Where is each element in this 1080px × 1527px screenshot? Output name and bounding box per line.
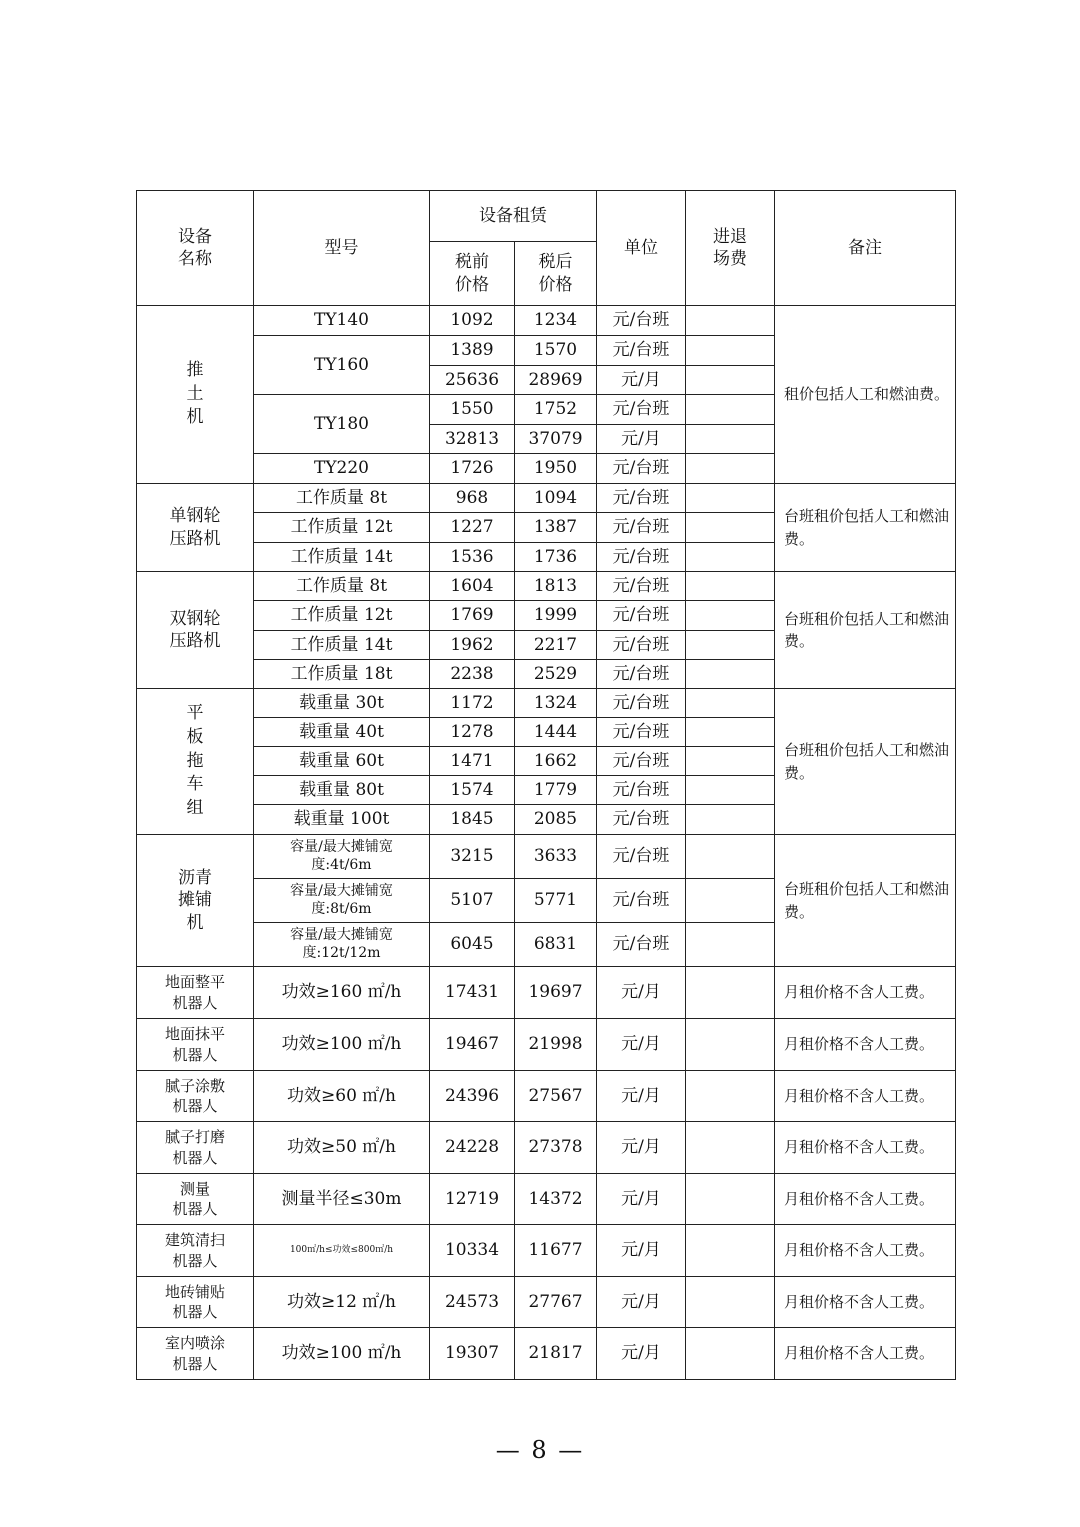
header-remark: 备注: [775, 191, 956, 306]
unit-cell: 元/台班: [597, 747, 686, 776]
post-tax-cell: 1444: [515, 718, 597, 747]
post-tax-cell: 27767: [515, 1277, 597, 1328]
remark-cell: 月租价格不含人工费。: [775, 1277, 956, 1328]
model-cell: 功效≥100 ㎡/h: [254, 1328, 430, 1380]
fee-cell: [686, 879, 775, 923]
table-row: [137, 1071, 956, 1122]
post-tax-cell: 1999: [515, 601, 597, 631]
fee-cell: [686, 336, 775, 366]
fee-cell: [686, 366, 775, 395]
pre-tax-cell: 25636: [430, 366, 515, 395]
model-cell: 测量半径≤30m: [254, 1174, 430, 1225]
model-cell: TY220: [254, 454, 430, 484]
header-pre-tax: 税前 价格: [430, 242, 515, 306]
model-cell: 载重量 40t: [254, 718, 430, 747]
fee-cell: [686, 1122, 775, 1174]
table-row: [137, 1225, 956, 1277]
pre-tax-cell: 24573: [430, 1277, 515, 1328]
model-cell: 功效≥60 ㎡/h: [254, 1071, 430, 1122]
pre-tax-cell: 19307: [430, 1328, 515, 1380]
pre-tax-cell: 1726: [430, 454, 515, 484]
remark-cell: 月租价格不含人工费。: [775, 1019, 956, 1071]
post-tax-cell: 1662: [515, 747, 597, 776]
post-tax-cell: 19697: [515, 967, 597, 1019]
pre-tax-cell: 32813: [430, 425, 515, 454]
post-tax-cell: 28969: [515, 366, 597, 395]
header-rental: 设备租赁: [430, 191, 597, 242]
unit-cell: 元/月: [597, 366, 686, 395]
unit-cell: 元/台班: [597, 543, 686, 572]
remark-cell: 月租价格不含人工费。: [775, 1071, 956, 1122]
post-tax-cell: 14372: [515, 1174, 597, 1225]
header-equipment-name: 设备 名称: [137, 191, 254, 306]
remark-asphalt-paver: 台班租价包括人工和燃油费。: [775, 835, 956, 967]
table-row: [137, 835, 956, 879]
fee-cell: [686, 306, 775, 336]
unit-cell: 元/台班: [597, 718, 686, 747]
post-tax-cell: 1779: [515, 776, 597, 805]
fee-cell: [686, 454, 775, 484]
pre-tax-cell: 1471: [430, 747, 515, 776]
post-tax-cell: 21998: [515, 1019, 597, 1071]
robot-name-cell: 地砖铺贴 机器人: [137, 1277, 254, 1328]
model-cell: 容量/最大摊铺宽 度:4t/6m: [254, 835, 430, 879]
unit-cell: 元/台班: [597, 835, 686, 879]
remark-cell: 月租价格不含人工费。: [775, 967, 956, 1019]
table-row: [137, 484, 956, 513]
unit-cell: 元/台班: [597, 513, 686, 543]
pre-tax-cell: 968: [430, 484, 515, 513]
unit-cell: 元/台班: [597, 572, 686, 601]
pre-tax-cell: 1389: [430, 336, 515, 366]
post-tax-cell: 11677: [515, 1225, 597, 1277]
unit-cell: 元/月: [597, 967, 686, 1019]
fee-cell: [686, 1277, 775, 1328]
table-row: [137, 1277, 956, 1328]
fee-cell: [686, 631, 775, 660]
pre-tax-cell: 5107: [430, 879, 515, 923]
pre-tax-cell: 24396: [430, 1071, 515, 1122]
post-tax-cell: 1570: [515, 336, 597, 366]
remark-cell: 月租价格不含人工费。: [775, 1225, 956, 1277]
post-tax-cell: 1752: [515, 395, 597, 425]
model-cell: 容量/最大摊铺宽 度:8t/6m: [254, 879, 430, 923]
equipment-rental-table: [136, 190, 956, 1380]
unit-cell: 元/台班: [597, 336, 686, 366]
table-row: [137, 306, 956, 336]
model-cell: 工作质量 12t: [254, 513, 430, 543]
post-tax-cell: 37079: [515, 425, 597, 454]
pre-tax-cell: 2238: [430, 660, 515, 689]
fee-cell: [686, 718, 775, 747]
model-cell: 工作质量 8t: [254, 484, 430, 513]
post-tax-cell: 5771: [515, 879, 597, 923]
table-row: [137, 1122, 956, 1174]
post-tax-cell: 1094: [515, 484, 597, 513]
fee-cell: [686, 660, 775, 689]
pre-tax-cell: 1227: [430, 513, 515, 543]
table-row: [137, 1174, 956, 1225]
post-tax-cell: 27378: [515, 1122, 597, 1174]
pre-tax-cell: 17431: [430, 967, 515, 1019]
unit-cell: 元/台班: [597, 776, 686, 805]
group-name-single-drum-roller: 单钢轮 压路机: [137, 484, 254, 572]
remark-bulldozer: 租价包括人工和燃油费。: [775, 306, 956, 484]
post-tax-cell: 1813: [515, 572, 597, 601]
fee-cell: [686, 835, 775, 879]
table-row: [137, 572, 956, 601]
model-cell: 工作质量 18t: [254, 660, 430, 689]
post-tax-cell: 1234: [515, 306, 597, 336]
unit-cell: 元/月: [597, 1174, 686, 1225]
model-cell: 载重量 100t: [254, 805, 430, 835]
group-name-flatbed-trailer: 平板拖车组: [137, 689, 254, 835]
model-cell: TY160: [254, 336, 430, 395]
unit-cell: 元/台班: [597, 306, 686, 336]
pre-tax-cell: 24228: [430, 1122, 515, 1174]
group-name-asphalt-paver: 沥青 摊铺 机: [137, 835, 254, 967]
model-cell: TY140: [254, 306, 430, 336]
fee-cell: [686, 513, 775, 543]
unit-cell: 元/台班: [597, 484, 686, 513]
model-cell: 容量/最大摊铺宽 度:12t/12m: [254, 923, 430, 967]
remark-cell: 月租价格不含人工费。: [775, 1122, 956, 1174]
unit-cell: 元/月: [597, 1328, 686, 1380]
remark-cell: 月租价格不含人工费。: [775, 1174, 956, 1225]
fee-cell: [686, 572, 775, 601]
post-tax-cell: 1736: [515, 543, 597, 572]
robot-name-cell: 地面整平 机器人: [137, 967, 254, 1019]
fee-cell: [686, 1225, 775, 1277]
pre-tax-cell: 6045: [430, 923, 515, 967]
model-cell: 载重量 60t: [254, 747, 430, 776]
pre-tax-cell: 10334: [430, 1225, 515, 1277]
group-name-bulldozer: 推土机: [137, 306, 254, 484]
header-entry-exit-fee: 进退 场费: [686, 191, 775, 306]
fee-cell: [686, 425, 775, 454]
pre-tax-cell: 1278: [430, 718, 515, 747]
unit-cell: 元/台班: [597, 923, 686, 967]
pre-tax-cell: 1604: [430, 572, 515, 601]
pre-tax-cell: 1550: [430, 395, 515, 425]
pre-tax-cell: 1962: [430, 631, 515, 660]
model-cell: 载重量 30t: [254, 689, 430, 718]
remark-flatbed-trailer: 台班租价包括人工和燃油费。: [775, 689, 956, 835]
unit-cell: 元/月: [597, 1019, 686, 1071]
header-post-tax: 税后 价格: [515, 242, 597, 306]
unit-cell: 元/月: [597, 425, 686, 454]
unit-cell: 元/月: [597, 1071, 686, 1122]
header-row-1: [137, 191, 956, 242]
model-cell: 工作质量 8t: [254, 572, 430, 601]
post-tax-cell: 21817: [515, 1328, 597, 1380]
pre-tax-cell: 1845: [430, 805, 515, 835]
fee-cell: [686, 395, 775, 425]
fee-cell: [686, 747, 775, 776]
model-cell: 功效≥160 ㎡/h: [254, 967, 430, 1019]
pre-tax-cell: 1574: [430, 776, 515, 805]
fee-cell: [686, 923, 775, 967]
robot-name-cell: 腻子涂敷 机器人: [137, 1071, 254, 1122]
header-unit: 单位: [597, 191, 686, 306]
table-row: [137, 967, 956, 1019]
pre-tax-cell: 3215: [430, 835, 515, 879]
fee-cell: [686, 1019, 775, 1071]
fee-cell: [686, 1071, 775, 1122]
model-cell: 功效≥50 ㎡/h: [254, 1122, 430, 1174]
table-row: [137, 1019, 956, 1071]
fee-cell: [686, 543, 775, 572]
post-tax-cell: 3633: [515, 835, 597, 879]
robot-name-cell: 测量 机器人: [137, 1174, 254, 1225]
post-tax-cell: 1324: [515, 689, 597, 718]
fee-cell: [686, 1328, 775, 1380]
page-number: — 8 —: [495, 1436, 585, 1464]
pre-tax-cell: 1172: [430, 689, 515, 718]
pre-tax-cell: 1092: [430, 306, 515, 336]
unit-cell: 元/台班: [597, 454, 686, 484]
post-tax-cell: 2529: [515, 660, 597, 689]
pre-tax-cell: 19467: [430, 1019, 515, 1071]
fee-cell: [686, 776, 775, 805]
model-cell: 功效≥100 ㎡/h: [254, 1019, 430, 1071]
group-name-double-drum-roller: 双钢轮 压路机: [137, 572, 254, 689]
fee-cell: [686, 601, 775, 631]
remark-double-drum-roller: 台班租价包括人工和燃油费。: [775, 572, 956, 689]
remark-single-drum-roller: 台班租价包括人工和燃油费。: [775, 484, 956, 572]
model-cell: 载重量 80t: [254, 776, 430, 805]
post-tax-cell: 2085: [515, 805, 597, 835]
unit-cell: 元/台班: [597, 805, 686, 835]
unit-cell: 元/台班: [597, 601, 686, 631]
unit-cell: 元/台班: [597, 689, 686, 718]
unit-cell: 元/月: [597, 1122, 686, 1174]
post-tax-cell: 2217: [515, 631, 597, 660]
post-tax-cell: 27567: [515, 1071, 597, 1122]
post-tax-cell: 1387: [515, 513, 597, 543]
remark-cell: 月租价格不含人工费。: [775, 1328, 956, 1380]
pre-tax-cell: 1769: [430, 601, 515, 631]
robot-name-cell: 地面抹平 机器人: [137, 1019, 254, 1071]
robot-name-cell: 室内喷涂 机器人: [137, 1328, 254, 1380]
model-cell: TY180: [254, 395, 430, 454]
fee-cell: [686, 689, 775, 718]
unit-cell: 元/月: [597, 1277, 686, 1328]
model-cell: 100㎡/h≤功效≤800㎡/h: [254, 1225, 430, 1277]
post-tax-cell: 1950: [515, 454, 597, 484]
model-cell: 工作质量 12t: [254, 601, 430, 631]
unit-cell: 元/月: [597, 1225, 686, 1277]
unit-cell: 元/台班: [597, 631, 686, 660]
model-cell: 工作质量 14t: [254, 543, 430, 572]
fee-cell: [686, 1174, 775, 1225]
table-row: [137, 1328, 956, 1380]
header-model: 型号: [254, 191, 430, 306]
robot-name-cell: 建筑清扫 机器人: [137, 1225, 254, 1277]
fee-cell: [686, 967, 775, 1019]
unit-cell: 元/台班: [597, 395, 686, 425]
unit-cell: 元/台班: [597, 879, 686, 923]
fee-cell: [686, 805, 775, 835]
table-row: [137, 689, 956, 718]
pre-tax-cell: 1536: [430, 543, 515, 572]
fee-cell: [686, 484, 775, 513]
pre-tax-cell: 12719: [430, 1174, 515, 1225]
robot-name-cell: 腻子打磨 机器人: [137, 1122, 254, 1174]
model-cell: 功效≥12 ㎡/h: [254, 1277, 430, 1328]
post-tax-cell: 6831: [515, 923, 597, 967]
unit-cell: 元/台班: [597, 660, 686, 689]
model-cell: 工作质量 14t: [254, 631, 430, 660]
